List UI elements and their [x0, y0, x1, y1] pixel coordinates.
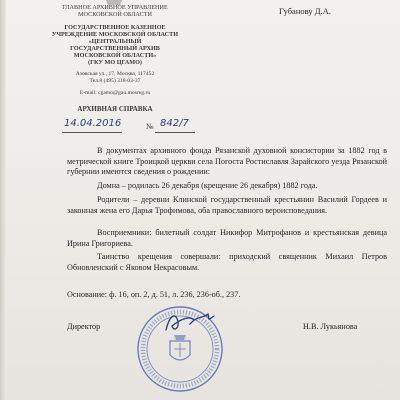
- inst-line-2: УЧРЕЖДЕНИЕ МОСКОВСКОЙ ОБЛАСТИ: [51, 31, 179, 38]
- basis-reference: Основание: ф. 16, оп. 2, д. 51, л. 236, 236-об., 237.: [67, 290, 241, 299]
- doc-title: АРХИВНАЯ СПРАВКА: [77, 105, 153, 113]
- date-underline: [62, 132, 122, 133]
- paragraph-sacrament: Таинство крещения совершали: приходский священник Михаил Петров Обновленский с Яковом Некрасовым.: [67, 252, 387, 272]
- org-line-2: МОСКОВСКОЙ ОБЛАСТИ: [78, 11, 152, 18]
- signatory-name: Н.В. Лукьянова: [303, 322, 358, 331]
- inst-line-1: ГОСУДАРСТВЕННОЕ КАЗЕННОЕ: [64, 24, 166, 31]
- paragraph-godparents: Восприемники: билетный солдат Никифор Митрофанов и крестьянская девица Ирина Григориева.: [67, 228, 387, 248]
- org-line-1: ГЛАВНОЕ АРХИВНОЕ УПРАВЛЕНИЕ: [62, 4, 168, 11]
- email: E-mail: cgamo@gau.mosreg.ru: [79, 90, 151, 96]
- paragraph-parents: Родители – деревни Клинской государственный крестьянин Василий Гордеев и законная жена его Дарья Трофимова, оба православного вероисповедания.: [67, 195, 387, 215]
- handwritten-number: 842/7: [160, 118, 189, 129]
- handwritten-date: 14.04.2016: [64, 118, 122, 129]
- inst-line-3: «ЦЕНТРАЛЬНЫЙ: [88, 38, 142, 45]
- paragraph-archive-source: В документах архивного фонда Рязанской духовной консистории за 1882 год в метрической книге Троицкой церкви села Погоста Ростиславля Зарайского уезда Рязанской губернии имеются сведения о рождении:: [67, 146, 387, 177]
- inst-line-5: МОСКОВСКОЙ ОБЛАСТИ»: [73, 52, 157, 59]
- signatory-role: Директор: [67, 322, 101, 331]
- recipient: Губанову Д.А.: [279, 6, 331, 16]
- inst-line-4: ГОСУДАРСТВЕННЫЙ АРХИВ: [70, 45, 160, 52]
- number-underline: [155, 132, 195, 133]
- phone: Тел.8 (495) 318-03-37: [89, 78, 141, 84]
- address: Азовская ул., 17, Москва, 117452: [75, 71, 155, 77]
- number-sign: №: [146, 122, 154, 131]
- inst-line-6: (ГКУ МО ЦГАМО): [88, 59, 142, 66]
- page-fold-shadow: [0, 0, 6, 400]
- paragraph-birth: Домна – родилась 26 декабря (крещение 26 декабря) 1882 года.: [97, 181, 318, 190]
- handwritten-signature: [160, 308, 220, 336]
